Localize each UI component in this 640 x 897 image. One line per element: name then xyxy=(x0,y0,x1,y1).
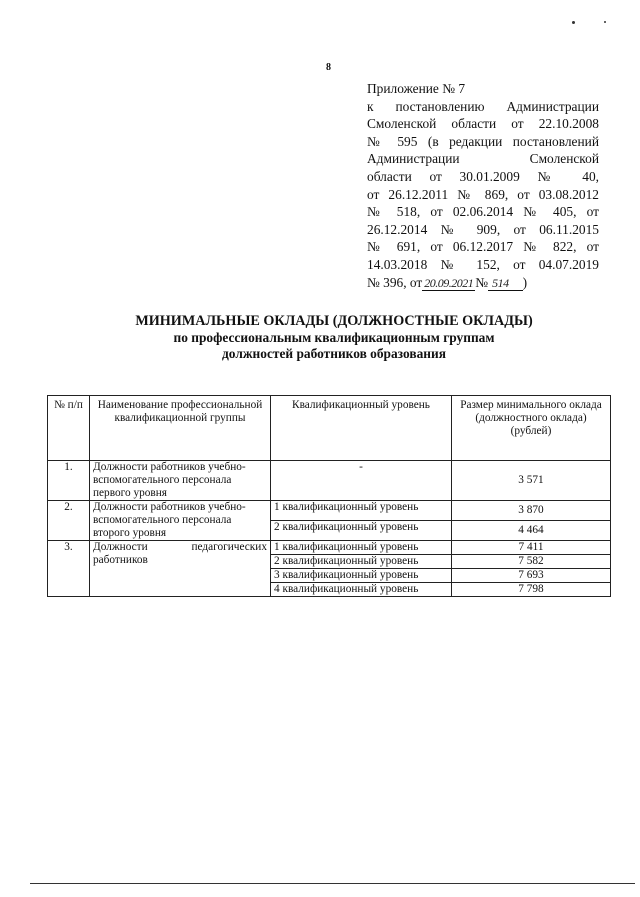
closing-paren: ) xyxy=(522,274,528,290)
row-group-name xyxy=(90,541,271,597)
row-salary: 3 571 xyxy=(452,461,611,501)
title-line-2: по профессиональным квалификационным группам xyxy=(173,330,495,345)
row-num: 2. xyxy=(48,501,90,541)
appendix-line: Администрации Смоленской xyxy=(367,151,599,167)
row-group-name: Должности работников учебно-вспомогательного персонала первого уровня xyxy=(90,461,271,501)
row-level: 1 квалификационный уровень xyxy=(271,501,452,521)
row-salary: 4 464 xyxy=(452,521,611,541)
handwritten-date: 20.09.2021 xyxy=(424,275,474,290)
table-row xyxy=(48,461,611,501)
appendix-line: 26.12.2014 № 909, от 06.11.2015 xyxy=(367,221,599,237)
header-num: № п/п xyxy=(48,396,90,461)
row-num: 1. xyxy=(48,461,90,501)
table-header-row xyxy=(48,396,611,461)
row-salary: 3 870 xyxy=(452,501,611,521)
row-salary: 7 582 xyxy=(452,555,611,569)
row-level: 3 квалификационный уровень xyxy=(271,569,452,583)
appendix-last-line xyxy=(367,274,599,292)
header-name: Наименование профессиональной квалификационной группы xyxy=(90,396,271,461)
appendix-header xyxy=(367,80,599,291)
header-level: Квалификационный уровень xyxy=(271,396,452,461)
row-level: 4 квалификационный уровень xyxy=(271,583,452,597)
appendix-line: 14.03.2018 № 152, от 04.07.2019 xyxy=(367,256,599,272)
scan-mark xyxy=(604,21,606,23)
scan-mark xyxy=(572,21,575,24)
row-salary: 7 411 xyxy=(452,541,611,555)
appendix-line: к постановлению Администрации xyxy=(367,98,599,114)
page-number: 8 xyxy=(326,62,331,73)
number-sign: № xyxy=(475,274,489,290)
title-line-3: должностей работников образования xyxy=(222,346,446,361)
appendix-line: № 595 (в редакции постановлений xyxy=(367,133,599,149)
row-level: - xyxy=(271,461,452,501)
row-level: 2 квалификационный уровень xyxy=(271,555,452,569)
appendix-line: № 691, от 06.12.2017 № 822, от xyxy=(367,239,599,255)
row-group-name: Должности работников учебно-вспомогательного персонала второго уровня xyxy=(90,501,271,541)
table-row xyxy=(48,501,611,521)
row-salary: 7 693 xyxy=(452,569,611,583)
row-level: 2 квалификационный уровень xyxy=(271,521,452,541)
group-name-line: Должности педагогических xyxy=(93,541,267,553)
row-salary: 7 798 xyxy=(452,583,611,597)
header-salary: Размер минимального оклада (должностного оклада) (рублей) xyxy=(452,396,611,461)
salary-table xyxy=(47,395,611,597)
group-name-line: работников xyxy=(93,554,148,566)
appendix-line: Приложение № 7 xyxy=(367,81,466,96)
title-line-1: МИНИМАЛЬНЫЕ ОКЛАДЫ (ДОЛЖНОСТНЫЕ ОКЛАДЫ) xyxy=(135,313,533,329)
page-bottom-rule xyxy=(30,883,635,884)
appendix-line: области от 30.01.2009 № 40, xyxy=(367,168,599,184)
appendix-line: от 26.12.2011 № 869, от 03.08.2012 xyxy=(367,186,599,202)
appendix-line: № 518, от 02.06.2014 № 405, от xyxy=(367,204,599,220)
document-title xyxy=(0,313,640,362)
appendix-line: Смоленской области от 22.10.2008 xyxy=(367,116,599,132)
row-num: 3. xyxy=(48,541,90,597)
handwritten-number: 514 xyxy=(488,277,523,291)
appendix-last-prefix: № 396, от xyxy=(367,274,423,290)
row-level: 1 квалификационный уровень xyxy=(271,541,452,555)
table-row xyxy=(48,541,611,555)
